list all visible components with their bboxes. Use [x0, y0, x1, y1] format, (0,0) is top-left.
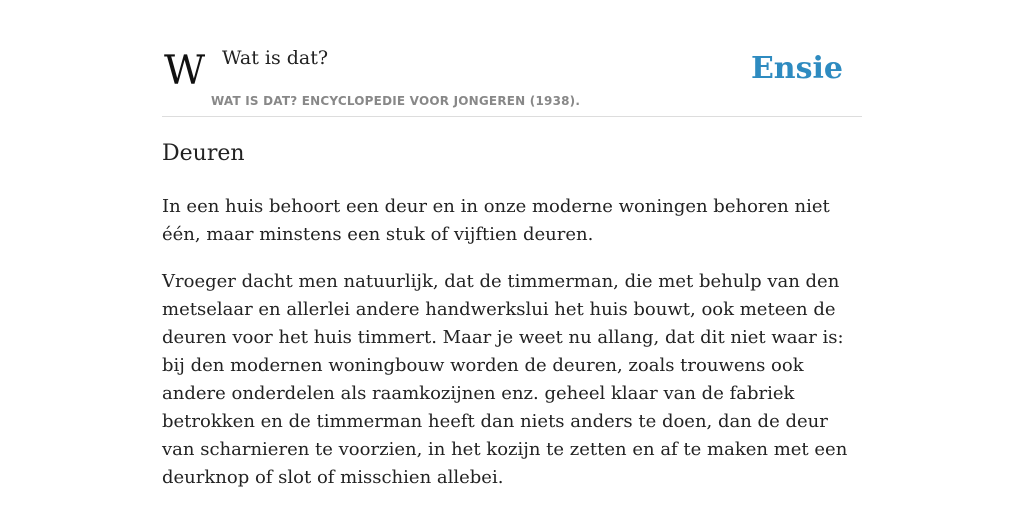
- header: [162, 0, 862, 117]
- entry-title: Deuren: [162, 141, 245, 166]
- book-subtitle: WAT IS DAT? ENCYCLOPEDIE VOOR JONGEREN (1938).: [211, 94, 581, 108]
- ensie-logo[interactable]: Ensie: [750, 51, 843, 86]
- paragraph-1: In een huis behoort een deur en in onze moderne woningen behoren niet één, maar minstens een stuk of vijftien deuren.: [162, 196, 830, 245]
- wikisource-w-icon[interactable]: W: [164, 48, 203, 94]
- page: [162, 0, 862, 512]
- paragraph-2: Vroeger dacht men natuurlijk, dat de timmerman, die met behulp van den metselaar en allerlei andere handwerkslui het huis bouwt, ook meteen de deuren voor het huis timmert. Maar je weet nu allang, dat dit niet waar is: bij den modernen woningbouw worden de deuren, zoals trouwens ook andere onderdelen als raamkozijnen enz. geheel klaar van de fabriek betrokken en de timmerman heeft dan niets anders te doen, dan de deur van scharnieren te voorzien, in het kozijn te zetten en af te maken met een deurknop of slot of misschien allebei.: [162, 271, 848, 488]
- book-title[interactable]: Wat is dat?: [222, 47, 329, 69]
- entry-content: [162, 193, 862, 511]
